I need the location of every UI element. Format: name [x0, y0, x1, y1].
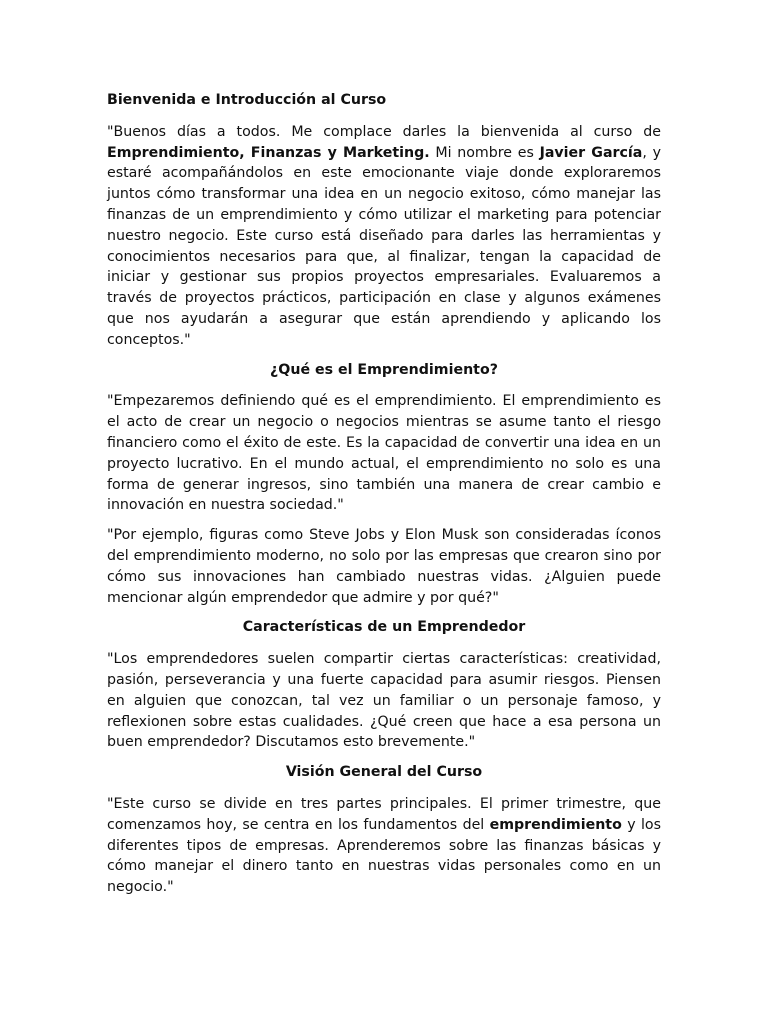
heading-vision: Visión General del Curso: [285, 764, 483, 781]
intro-text-3: , y estaré acompañándolos en este emocionante viaje donde exploraremos juntos cómo transformar una idea en un negocio exitoso, cómo manejar las finanzas de un emprendimiento y cómo utilizar el marketing para potenciar nuestro negocio. Este curso está diseñado para darles las herramientas y conocimientos necesarios para que, al finalizar, tengan la capacidad de iniciar y gestionar sus propios proyectos empresariales. Evaluaremos a través de proyectos prácticos, participación en clase y algunos exámenes que nos ayudarán a asegurar que están aprendiendo y aplicando los conceptos.": [107, 144, 661, 348]
paragraph-ejemplo: "Por ejemplo, figuras como Steve Jobs y Elon Musk son consideradas íconos del emprendimiento moderno, no solo por las empresas que crearon sino por cómo sus innovaciones han cambiado nuestras vidas. ¿Alguien puede mencionar algún emprendedor que admire y por qué?": [107, 527, 661, 606]
vision-text-2: y los diferentes tipos de empresas. Aprenderemos sobre las finanzas básicas y cómo manejar el dinero tanto en nuestras vidas personales como en un negocio.": [107, 816, 661, 896]
vision-text-1: "Este curso se divide en tres partes principales. El primer trimestre, que comenzamos hoy, se centra en los fundamentos del: [107, 795, 661, 833]
instructor-name: Javier García: [539, 144, 643, 161]
heading-caracteristicas: Características de un Emprendedor: [242, 619, 526, 636]
heading-intro: Bienvenida e Introducción al Curso: [107, 92, 387, 108]
heading-emprendimiento: ¿Qué es el Emprendimiento?: [270, 361, 498, 378]
paragraph-intro: [107, 122, 661, 351]
paragraph-caracteristicas: "Los emprendedores suelen compartir ciertas características: creatividad, pasión, perseverancia y una fuerte capacidad para asumir riesgos. Piensen en alguien que conozcan, tal vez un familiar o un personaje famoso, y reflexionen sobre estas cualidades. ¿Qué creen que hace a esa persona un buen emprendedor? Discutamos esto brevemente.": [107, 651, 661, 751]
intro-text-2: Mi nombre es: [429, 144, 540, 161]
intro-text-1: "Buenos días a todos. Me complace darles la bienvenida al curso de: [107, 123, 661, 140]
paragraph-definicion: "Empezaremos definiendo qué es el emprendimiento. El emprendimiento es el acto de crear un negocio o negocios mientras se asume tanto el riesgo financiero como el éxito de este. Es la capacidad de convertir una idea en un proyecto lucrativo. En el mundo actual, el emprendimiento no solo es una forma de generar ingresos, sino también una manera de crear cambio e innovación en nuestra sociedad.": [107, 393, 661, 514]
vision-bold-term: emprendimiento: [489, 816, 622, 833]
document-body: [107, 90, 661, 907]
paragraph-vision: [107, 794, 661, 898]
course-name: Emprendimiento, Finanzas y Marketing.: [107, 144, 430, 161]
